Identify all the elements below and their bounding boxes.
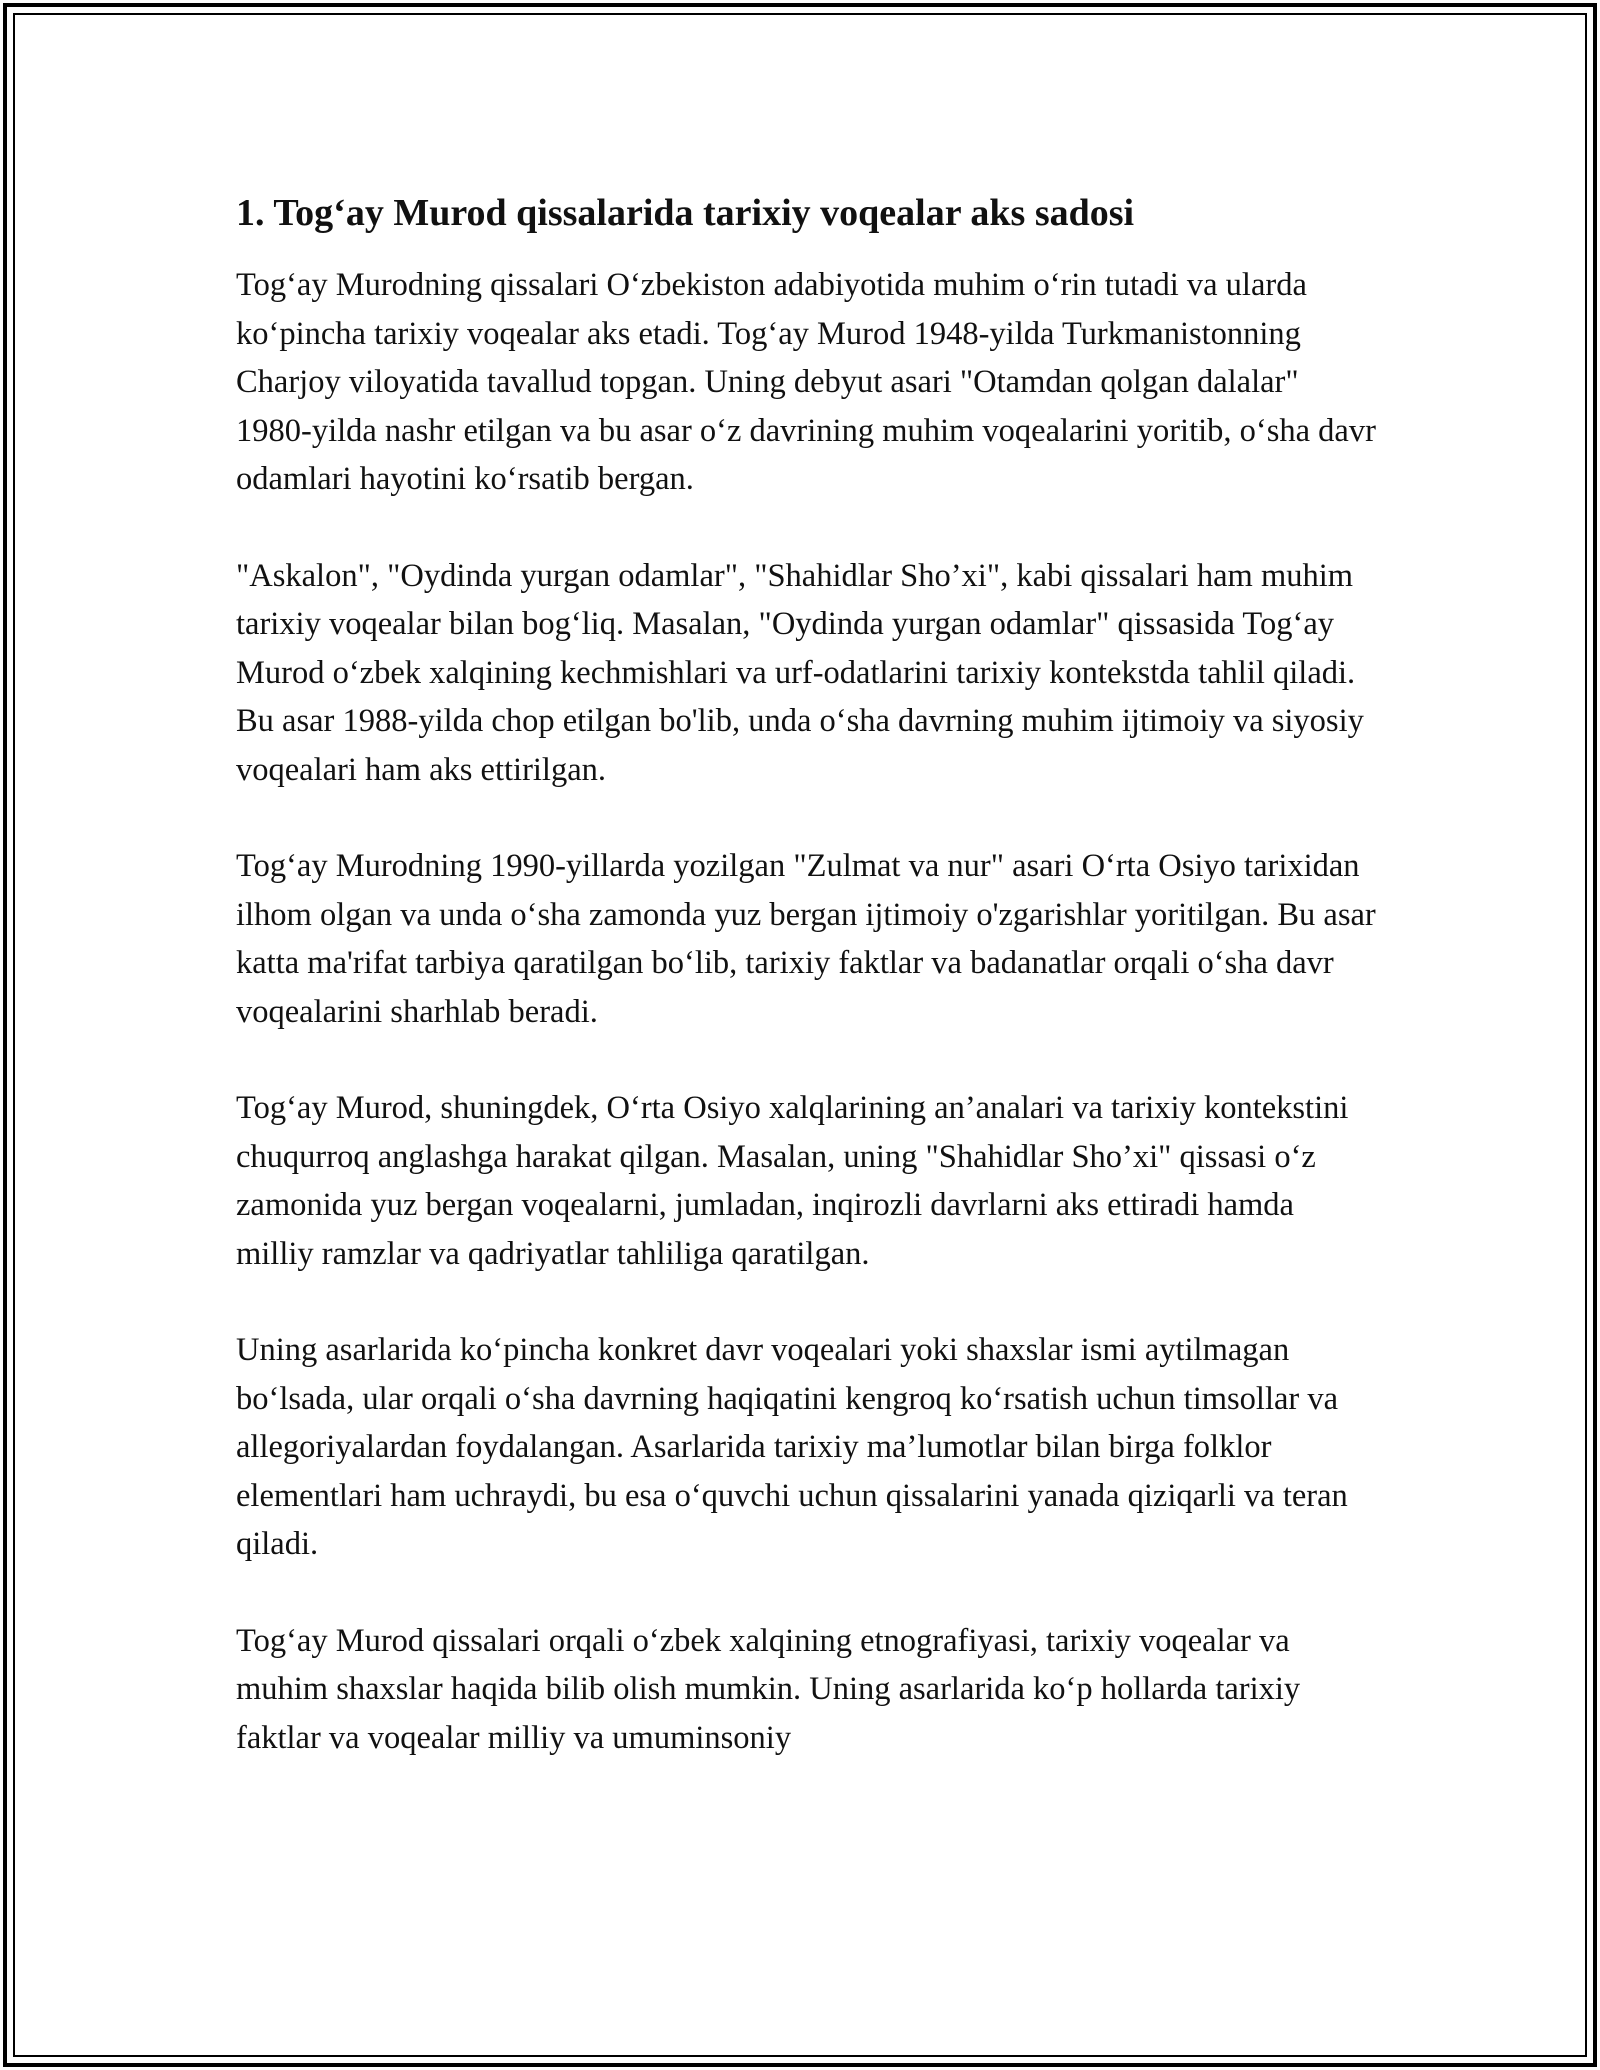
section-heading: 1. Tog‘ay Murod qissalarida tarixiy voqealar aks sadosi <box>236 192 1135 234</box>
paragraph-6: Tog‘ay Murod qissalari orqali o‘zbek xalqining etnografiyasi, tarixiy voqealar va muhim shaxslar haqida bilib olish mumkin. Uning asarlarida ko‘p hollarda tarixiy faktlar va voqealar milliy va umuminsoniy <box>236 1622 1301 1756</box>
document-body <box>236 185 1376 1762</box>
paragraph-1: Tog‘ay Murodning qissalari O‘zbekiston adabiyotida muhim o‘rin tutadi va ularda ko‘pincha tarixiy voqealar aks etadi. Tog‘ay Murod 1948-yilda Turkmanistonning Charjoy viloyatida tavallud topgan. Uning debyut asari "Otamdan qolgan dalalar" 1980-yilda nashr etilgan va bu asar o‘z davrining muhim voqealarini yoritib, o‘sha davr odamlari hayotini ko‘rsatib bergan. <box>236 267 1376 497</box>
paragraph-2: "Askalon", "Oydinda yurgan odamlar", "Shahidlar Sho’xi", kabi qissalari ham muhim tarixiy voqealar bilan bog‘liq. Masalan, "Oydinda yurgan odamlar" qissasida Tog‘ay Murod o‘zbek xalqining kechmishlari va urf-odatlarini tarixiy kontekstda tahlil qiladi. Bu asar 1988-yilda chop etilgan bo'lib, unda o‘sha davrning muhim ijtimoiy va siyosiy voqealari ham aks ettirilgan. <box>236 557 1364 788</box>
paragraph-3: Tog‘ay Murodning 1990-yillarda yozilgan "Zulmat va nur" asari O‘rta Osiyo tarixidan ilhom olgan va unda o‘sha zamonda yuz bergan ijtimoiy o'zgarishlar yoritilgan. Bu asar katta ma'rifat tarbiya qaratilgan bo‘lib, tarixiy faktlar va badanatlar orqali o‘sha davr voqealarini sharhlab beradi. <box>236 848 1376 1030</box>
paragraph-5: Uning asarlarida ko‘pincha konkret davr voqealari yoki shaxslar ismi aytilmagan bo‘lsada, ular orqali o‘sha davrning haqiqatini kengroq ko‘rsatish uchun timsollar va allegoriyalardan foydalangan. Asarlarida tarixiy ma’lumotlar bilan birga folklor elementlari ham uchraydi, bu esa o‘quvchi uchun qissalarini yanada qiziqarli va teran qiladi. <box>236 1332 1348 1562</box>
paragraph-4: Tog‘ay Murod, shuningdek, O‘rta Osiyo xalqlarining an’analari va tarixiy kontekstini chuqurroq anglashga harakat qilgan. Masalan, uning "Shahidlar Sho’xi" qissasi o‘z zamonida yuz bergan voqealarni, jumladan, inqirozli davrlarni aks ettiradi hamda milliy ramzlar va qadriyatlar tahliliga qaratilgan. <box>236 1090 1349 1272</box>
